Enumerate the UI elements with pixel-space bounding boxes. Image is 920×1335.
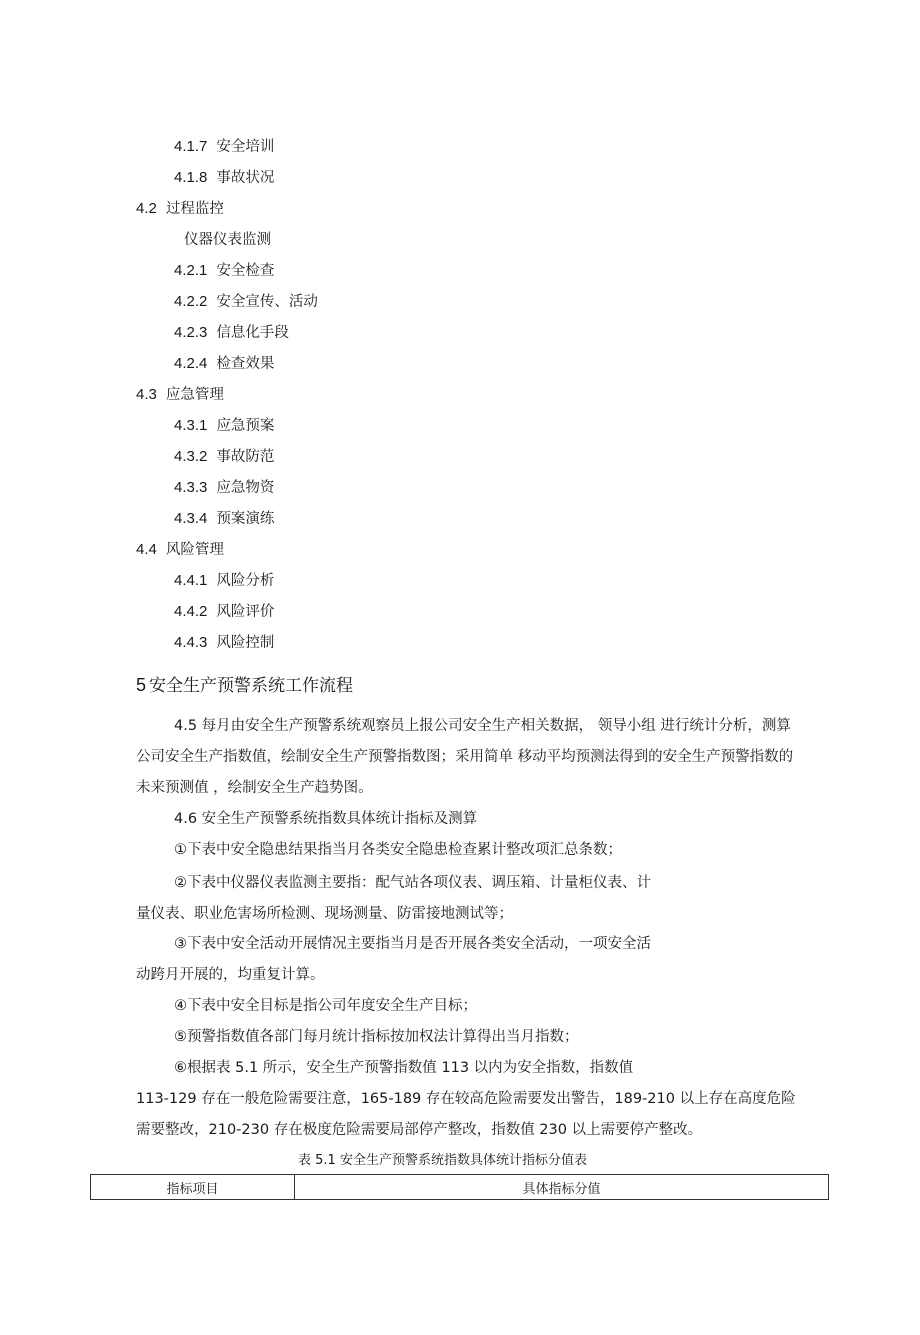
body-line: 动跨月开展的，均重复计算。 <box>136 967 325 983</box>
toc-item: 4.2 过程监控 <box>136 200 224 217</box>
toc-item: 4.4.1 风险分析 <box>174 572 275 589</box>
body-line: ②下表中仪器仪表监测主要指：配气站各项仪表、调压箱、计量柜仪表、计 <box>174 875 651 891</box>
toc-item: 4.1.8 事故状况 <box>174 169 275 186</box>
toc-item: 4.2.2 安全宣传、活动 <box>174 293 318 310</box>
body-line: ④下表中安全目标是指公司年度安全生产目标； <box>174 998 477 1014</box>
toc-item: 4.3.3 应急物资 <box>174 479 275 496</box>
body-line: 4.5 每月由安全生产预警系统观察员上报公司安全生产相关数据， 领导小组 进行统计分析，测算 <box>174 718 791 734</box>
toc-item: 4.3 应急管理 <box>136 386 224 403</box>
section-heading: 5 安全生产预警系统工作流程 <box>136 675 354 696</box>
body-line: 需要整改，210-230 存在极度危险需要局部停产整改，指数值 230 以上需要停产整改。 <box>136 1122 703 1138</box>
toc-item: 4.2.3 信息化手段 <box>174 324 289 341</box>
toc-item: 4.3.4 预案演练 <box>174 510 275 527</box>
body-line: 113-129 存在一般危险需要注意，165-189 存在较高危险需要发出警告，189-210 以上存在高度危险 <box>136 1091 796 1107</box>
body-line: ⑥根据表 5.1 所示，安全生产预警指数值 113 以内为安全指数，指数值 <box>174 1060 634 1076</box>
table-header-row <box>91 1175 829 1200</box>
body-line: 量仪表、职业危害场所检测、现场测量、防雷接地测试等； <box>136 906 513 922</box>
table-header-cell: 具体指标分值 <box>295 1175 829 1200</box>
toc-item: 4.2.4 检查效果 <box>174 355 275 372</box>
toc-item: 4.3.1 应急预案 <box>174 417 275 434</box>
toc-item: 4.1.7 安全培训 <box>174 138 275 155</box>
toc-item: 4.2.1 安全检查 <box>174 262 275 279</box>
toc-item: 4.4 风险管理 <box>136 541 224 558</box>
table-caption: 表 5.1 安全生产预警系统指数具体统计指标分值表 <box>298 1153 587 1168</box>
body-line: ③下表中安全活动开展情况主要指当月是否开展各类安全活动，一项安全活 <box>174 936 651 952</box>
toc-item: 4.3.2 事故防范 <box>174 448 275 465</box>
table-header-cell: 指标项目 <box>91 1175 295 1200</box>
toc-item: 仪器仪表监测 <box>184 232 271 248</box>
body-line: 未来预测值 ，绘制安全生产趋势图。 <box>136 780 373 796</box>
body-line: 公司安全生产指数值，绘制安全生产预警指数图；采用简单 移动平均预测法得到的安全生产预警指数的 <box>136 749 794 765</box>
toc-item: 4.4.3 风险控制 <box>174 634 275 651</box>
metric-table <box>90 1174 829 1200</box>
body-line: 4.6 安全生产预警系统指数具体统计指标及测算 <box>174 811 478 827</box>
body-line: ①下表中安全隐患结果指当月各类安全隐患检查累计整改项汇总条数； <box>174 842 622 858</box>
toc-item: 4.4.2 风险评价 <box>174 603 275 620</box>
body-line: ⑤预警指数值各部门每月统计指标按加权法计算得出当月指数； <box>174 1029 579 1045</box>
